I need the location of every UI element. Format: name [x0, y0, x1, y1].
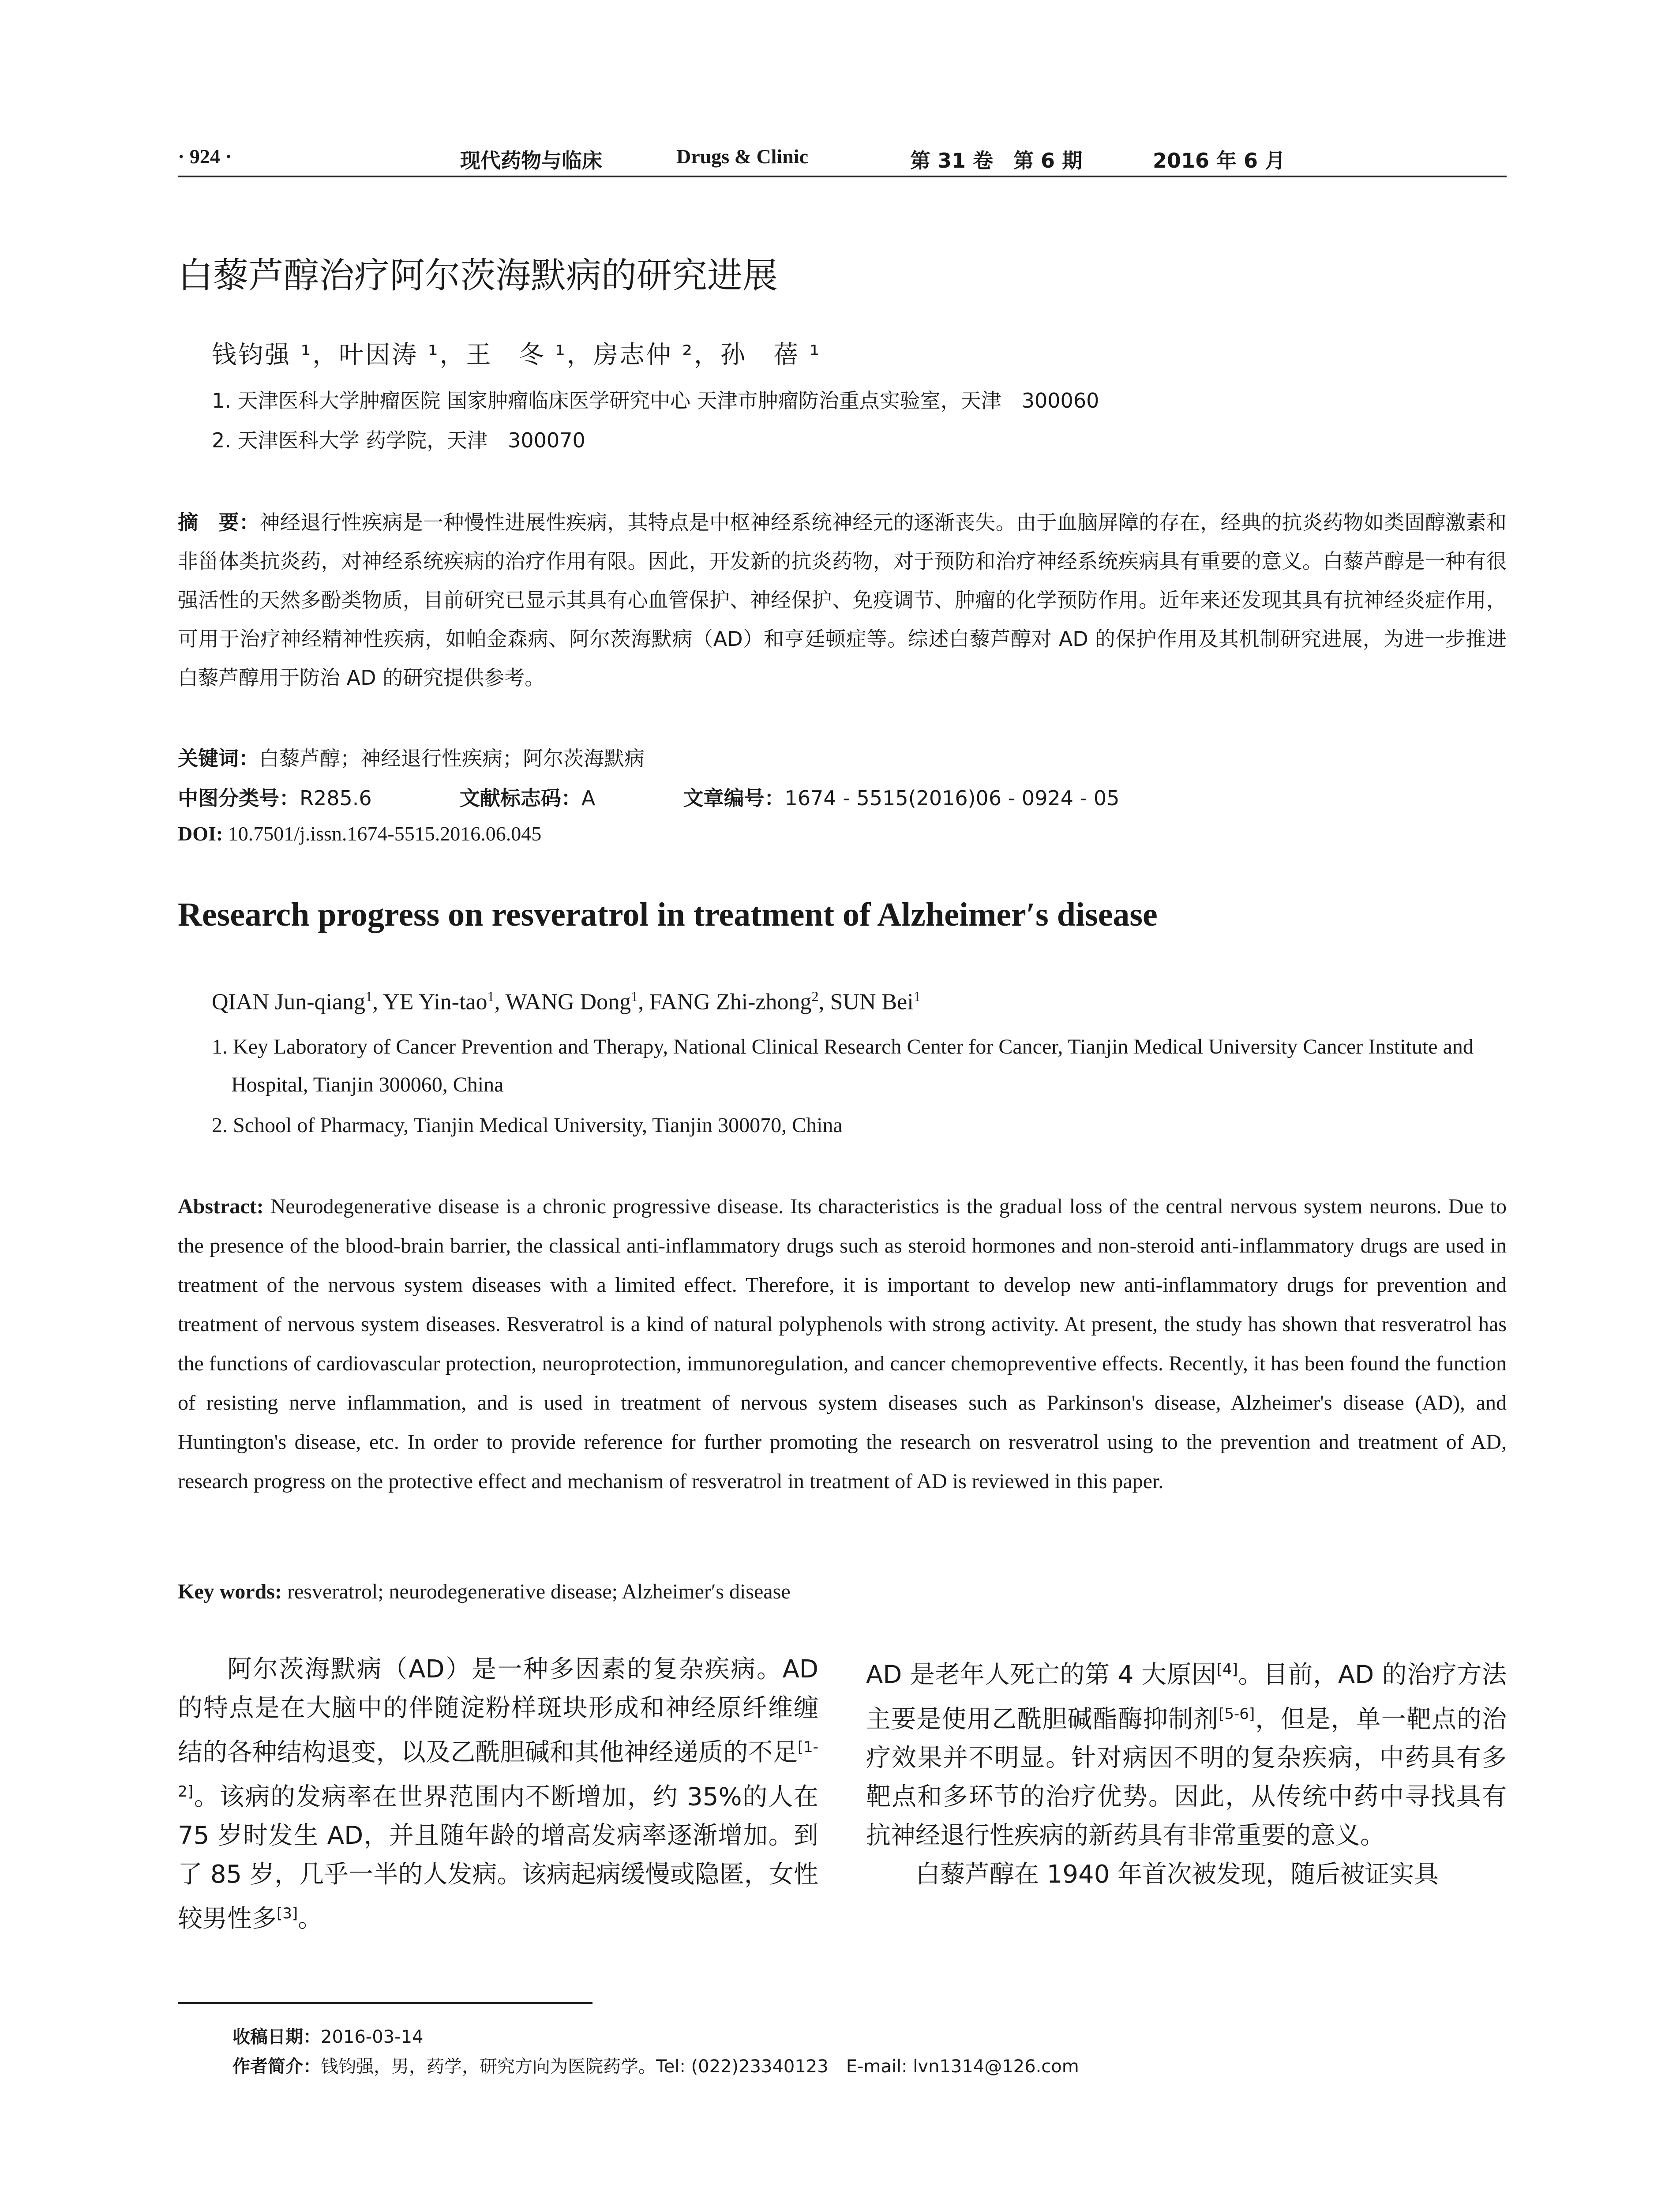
author-aff-mark: 1: [631, 988, 638, 1004]
body-text: 阿尔茨海默病（AD）是一种多因素的复杂疾病。AD 的特点是在大脑中的伴随淀粉样斑块形成和神经原纤维缠结的各种结构退变，以及乙酰胆碱和其他神经递质的不足: [178, 1655, 818, 1767]
author-aff-mark: 2: [811, 988, 819, 1004]
received-value: 2016-03-14: [321, 2027, 424, 2047]
author-aff-mark: 1: [365, 988, 373, 1004]
abstract-cn-label: 摘 要：: [178, 510, 260, 534]
title-en: Research progress on resveratrol in treatment of Alzheimer′s disease: [178, 896, 1158, 933]
volume-issue: 第 31 卷 第 6 期: [910, 149, 1083, 173]
body-paragraph: 白藜芦醇在 1940 年首次被发现，随后被证实具: [915, 1860, 1439, 1889]
clc-label: 中图分类号：: [178, 786, 300, 810]
author-aff-mark: 1: [913, 988, 921, 1004]
author-en: QIAN Jun-qiang: [212, 989, 366, 1015]
header-rule: [178, 176, 1507, 177]
body-text: 。: [298, 1904, 323, 1933]
journal-name-en: Drugs & Clinic: [676, 145, 808, 168]
author-bio-label: 作者简介：: [232, 2056, 321, 2077]
clc-value: R285.6: [300, 786, 372, 810]
author-bio: [232, 2052, 1079, 2078]
received-date: [232, 2023, 423, 2048]
article-no-value: 1674 - 5515(2016)06 - 0924 - 05: [784, 786, 1120, 810]
author-aff-mark: 1: [487, 988, 495, 1004]
abstract-cn-text: 神经退行性疾病是一种慢性进展性疾病，其特点是中枢神经系统神经元的逐渐丧失。由于血脑屏障的存在，经典的抗炎药物如类固醇激素和非甾体类抗炎药，对神经系统疾病的治疗作用有限。因此，开发新的抗炎药物，对于预防和治疗神经系统疾病具有重要的意义。白藜芦醇是一种有很强活性的天然多酚类物质，目前研究已显示其具有心血管保护、神经保护、免疫调节、肿瘤的化学预防作用。近年来还发现其具有抗神经炎症作用，可用于治疗神经精神性疾病，如帕金森病、阿尔茨海默病（AD）和亨廷顿症等。综述白藜芦醇对 AD 的保护作用及其机制研究进展，为进一步推进白藜芦醇用于防治 AD 的研究提供参考。: [178, 510, 1507, 690]
title-cn: 白藜芦醇治疗阿尔茨海默病的研究进展: [178, 255, 778, 296]
doi-value: 10.7501/j.issn.1674-5515.2016.06.045: [228, 822, 542, 845]
issue-date: 2016 年 6 月: [1153, 149, 1286, 173]
page-number: · 924 ·: [178, 145, 232, 168]
affiliation-en-1: 1. Key Laboratory of Cancer Prevention and Therapy, National Clinical Research Center for Cancer, Tianjin Medical University Cancer Institute and Hospital, Tianjin 300060, China: [212, 1035, 1474, 1096]
body-text: ，但是，单一靶点的治疗效果并不明显。针对病因不明的复杂疾病，中药具有多靶点和多环节的治疗优势。因此，从传统中药中寻找具有抗神经退行性疾病的新药具有非常重要的意义。: [866, 1705, 1507, 1850]
body-paragraph: [178, 1650, 818, 1939]
body-paragraph: [866, 1650, 1507, 1855]
affiliation-cn-1: 1. 天津医科大学肿瘤医院 国家肿瘤临床医学研究中心 天津市肿瘤防治重点实验室，天津 300060: [212, 389, 1099, 413]
keywords-en-text: resveratrol; neurodegenerative disease; Alzheimer′s disease: [287, 1580, 791, 1603]
keywords-cn: [178, 743, 645, 772]
article-no-label: 文章编号：: [683, 786, 785, 810]
affiliation-cn-2: 2. 天津医科大学 药学院，天津 300070: [212, 428, 585, 452]
running-header: [178, 140, 1507, 180]
journal-name-cn: 现代药物与临床: [460, 149, 602, 173]
citation: [5-6]: [1219, 1705, 1255, 1723]
author-en: WANG Dong: [505, 989, 631, 1015]
abstract-en-text: Neurodegenerative disease is a chronic progressive disease. Its characteristics is the gradual loss of the central nervous system neurons. Due to the presence of the blood-brain barrier, the classical anti-inflammatory drugs such as steroid hormones and non-steroid anti-inflammatory drugs are used in treatment of the nervous system diseases with a limited effect. Therefore, it is important to develop new anti-inflammatory drugs for prevention and treatment of nervous system diseases. Resveratrol is a kind of natural polyphenols with strong activity. At present, the study has shown that resveratrol has the functions of cardiovascular protection, neuroprotection, immunoregulation, and cancer chemopreventive effects. Recently, it has been found the function of resisting nerve inflammation, and is used in treatment of nervous system diseases such as Parkinson's disease, Alzheimer's disease (AD), and Huntington's disease, etc. In order to provide reference for further promoting the research on resveratrol using to the prevention and treatment of AD, research progress on the protective effect and mechanism of resveratrol in treatment of AD is reviewed in this paper.: [178, 1195, 1507, 1493]
doi-line: [178, 822, 541, 845]
authors-en: QIAN Jun-qiang$^1$, YE Yin-tao$^1$, WANG Dong$^1$, FANG Zhi-zhong$^2$, SUN Bei$^1$: [212, 988, 921, 1015]
received-label: 收稿日期：: [232, 2027, 321, 2047]
body-text: 。该病的发病率在世界范围内不断增加，约 35%的人在 75 岁时发生 AD，并且随年龄的增高发病率逐渐增加。到了 85 岁，几乎一半的人发病。该病起病缓慢或隐匿，女性较男性多: [178, 1782, 818, 1933]
keywords-en-label: Key words:: [178, 1580, 282, 1603]
affiliation-en-2: 2. School of Pharmacy, Tianjin Medical University, Tianjin 300070, China: [212, 1114, 843, 1137]
keywords-cn-label: 关键词：: [178, 747, 259, 770]
citation: [4]: [1216, 1661, 1238, 1678]
abstract-en-label: Abstract:: [178, 1195, 264, 1218]
author-en: SUN Bei: [830, 989, 914, 1015]
citation: [1-2]: [178, 1738, 818, 1801]
body-text: 。目前，AD 的治疗方法主要是使用乙酰胆碱酯酶抑制剂: [866, 1660, 1507, 1734]
abstract-en: [178, 1187, 1507, 1501]
keywords-en: [178, 1579, 791, 1604]
author-en: YE Yin-tao: [383, 989, 488, 1015]
doc-code-label: 文献标志码：: [459, 786, 581, 810]
footnote-rule: [178, 2002, 592, 2004]
body-column-right: [866, 1650, 1507, 1894]
author-en: FANG Zhi-zhong: [649, 989, 812, 1015]
body-text: AD 是老年人死亡的第 4 大原因: [866, 1660, 1217, 1689]
classification-line: [178, 782, 1119, 811]
doc-code-value: A: [581, 786, 596, 810]
doi-label: DOI:: [178, 822, 223, 845]
citation: [3]: [277, 1905, 298, 1923]
abstract-cn: [178, 503, 1507, 697]
author-bio-value: 钱钧强，男，药学，研究方向为医院药学。Tel: (022)23340123 E-mail: lvn1314@126.com: [321, 2056, 1079, 2077]
body-column-left: [178, 1650, 818, 1939]
authors-cn: 钱钧强 ¹，叶因涛 ¹，王 冬 ¹，房志仲 ²，孙 蓓 ¹: [212, 341, 821, 369]
keywords-cn-text: 白藜芦醇；神经退行性疾病；阿尔茨海默病: [259, 747, 645, 770]
